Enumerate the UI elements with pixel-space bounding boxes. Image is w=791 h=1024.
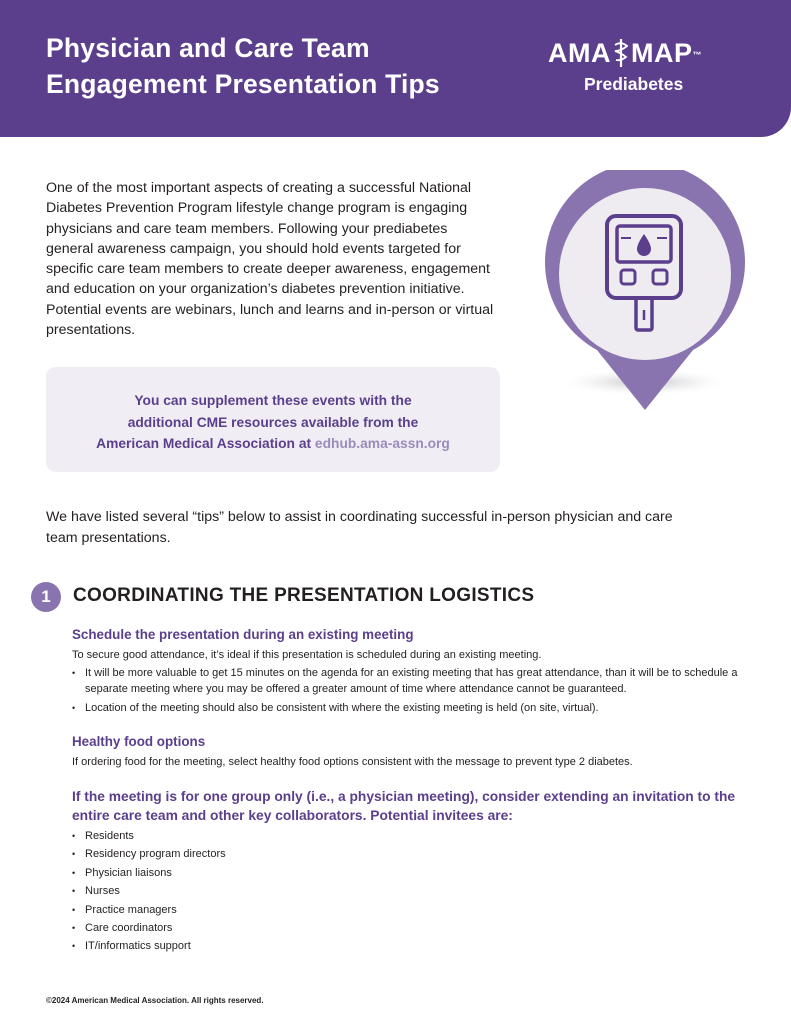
logo-text-ama: AMA bbox=[548, 38, 611, 68]
list-item: • It will be more valuable to get 15 minutes on the agenda for an existing meeting that has great attendance, than it will be to schedule a separate meeting where you may be offered a greater amount of time where attendance cannot be guaranteed. bbox=[72, 665, 752, 697]
callout-line-2: additional CME resources available from the bbox=[127, 414, 419, 430]
schedule-text: To secure good attendance, it’s ideal if this presentation is scheduled during an existing meeting. bbox=[72, 649, 542, 661]
invite-block bbox=[72, 787, 752, 956]
logo-text-map: MAP bbox=[631, 38, 693, 68]
section-number-badge: 1 bbox=[31, 582, 61, 612]
page-title bbox=[46, 30, 516, 102]
page-title-line-1: Physician and Care Team bbox=[46, 33, 370, 63]
section-title: COORDINATING THE PRESENTATION LOGISTICS bbox=[73, 585, 535, 606]
glucose-meter-icon bbox=[527, 170, 767, 420]
intro-paragraph: One of the most important aspects of creating a successful National Diabetes Prevention Program lifestyle change program is engaging physicians and care team members. Following your prediabetes general awareness campaign, you should hold events targeted for specific care team members to create deeper awareness, engagement and education on your organization’s diabetes prevention initiative. Potential events are webinars, lunch and learns and in-person or virtual presentations. bbox=[46, 180, 494, 339]
invitee-list bbox=[72, 827, 752, 956]
food-heading: Healthy food options bbox=[72, 734, 206, 749]
list-item: • Care coordinators bbox=[72, 919, 752, 937]
list-item: • Location of the meeting should also be consistent with where the existing meeting is held (on site, virtual). bbox=[72, 700, 752, 716]
schedule-heading: Schedule the presentation during an existing meeting bbox=[72, 627, 414, 642]
ama-map-logo bbox=[548, 38, 758, 94]
list-item: • Physician liaisons bbox=[72, 864, 752, 882]
list-item: • Nurses bbox=[72, 882, 752, 900]
invite-heading: If the meeting is for one group only (i.e., a physician meeting), consider extending an invitation to the entire care team and other key collaborators. Potential invitees are: bbox=[72, 789, 736, 823]
schedule-block bbox=[72, 626, 752, 719]
list-item: • Residents bbox=[72, 827, 752, 845]
page-title-line-2: Engagement Presentation Tips bbox=[46, 69, 440, 99]
staff-of-asclepius-icon bbox=[611, 38, 631, 68]
logo-subtitle: Prediabetes bbox=[584, 74, 684, 94]
header-banner bbox=[0, 0, 791, 137]
list-item: • Residency program directors bbox=[72, 845, 752, 863]
cme-resources-callout bbox=[46, 367, 500, 472]
edhub-link[interactable]: edhub.ama-assn.org bbox=[314, 436, 450, 451]
copyright-footer: ©2024 American Medical Association. All rights reserved. bbox=[46, 996, 264, 1005]
tips-intro-paragraph: We have listed several “tips” below to assist in coordinating successful in-person physician and care team presentations. bbox=[46, 509, 673, 546]
callout-line-3: American Medical Association at bbox=[96, 436, 315, 451]
list-item: • IT/informatics support bbox=[72, 937, 752, 955]
food-text: If ordering food for the meeting, select healthy food options consistent with the message to prevent type 2 diabetes. bbox=[72, 756, 633, 768]
callout-line-1: You can supplement these events with the bbox=[134, 393, 412, 408]
logo-trademark: ™ bbox=[692, 50, 702, 60]
list-item: • Practice managers bbox=[72, 901, 752, 919]
schedule-bullet-list bbox=[72, 665, 752, 716]
food-block bbox=[72, 733, 752, 770]
